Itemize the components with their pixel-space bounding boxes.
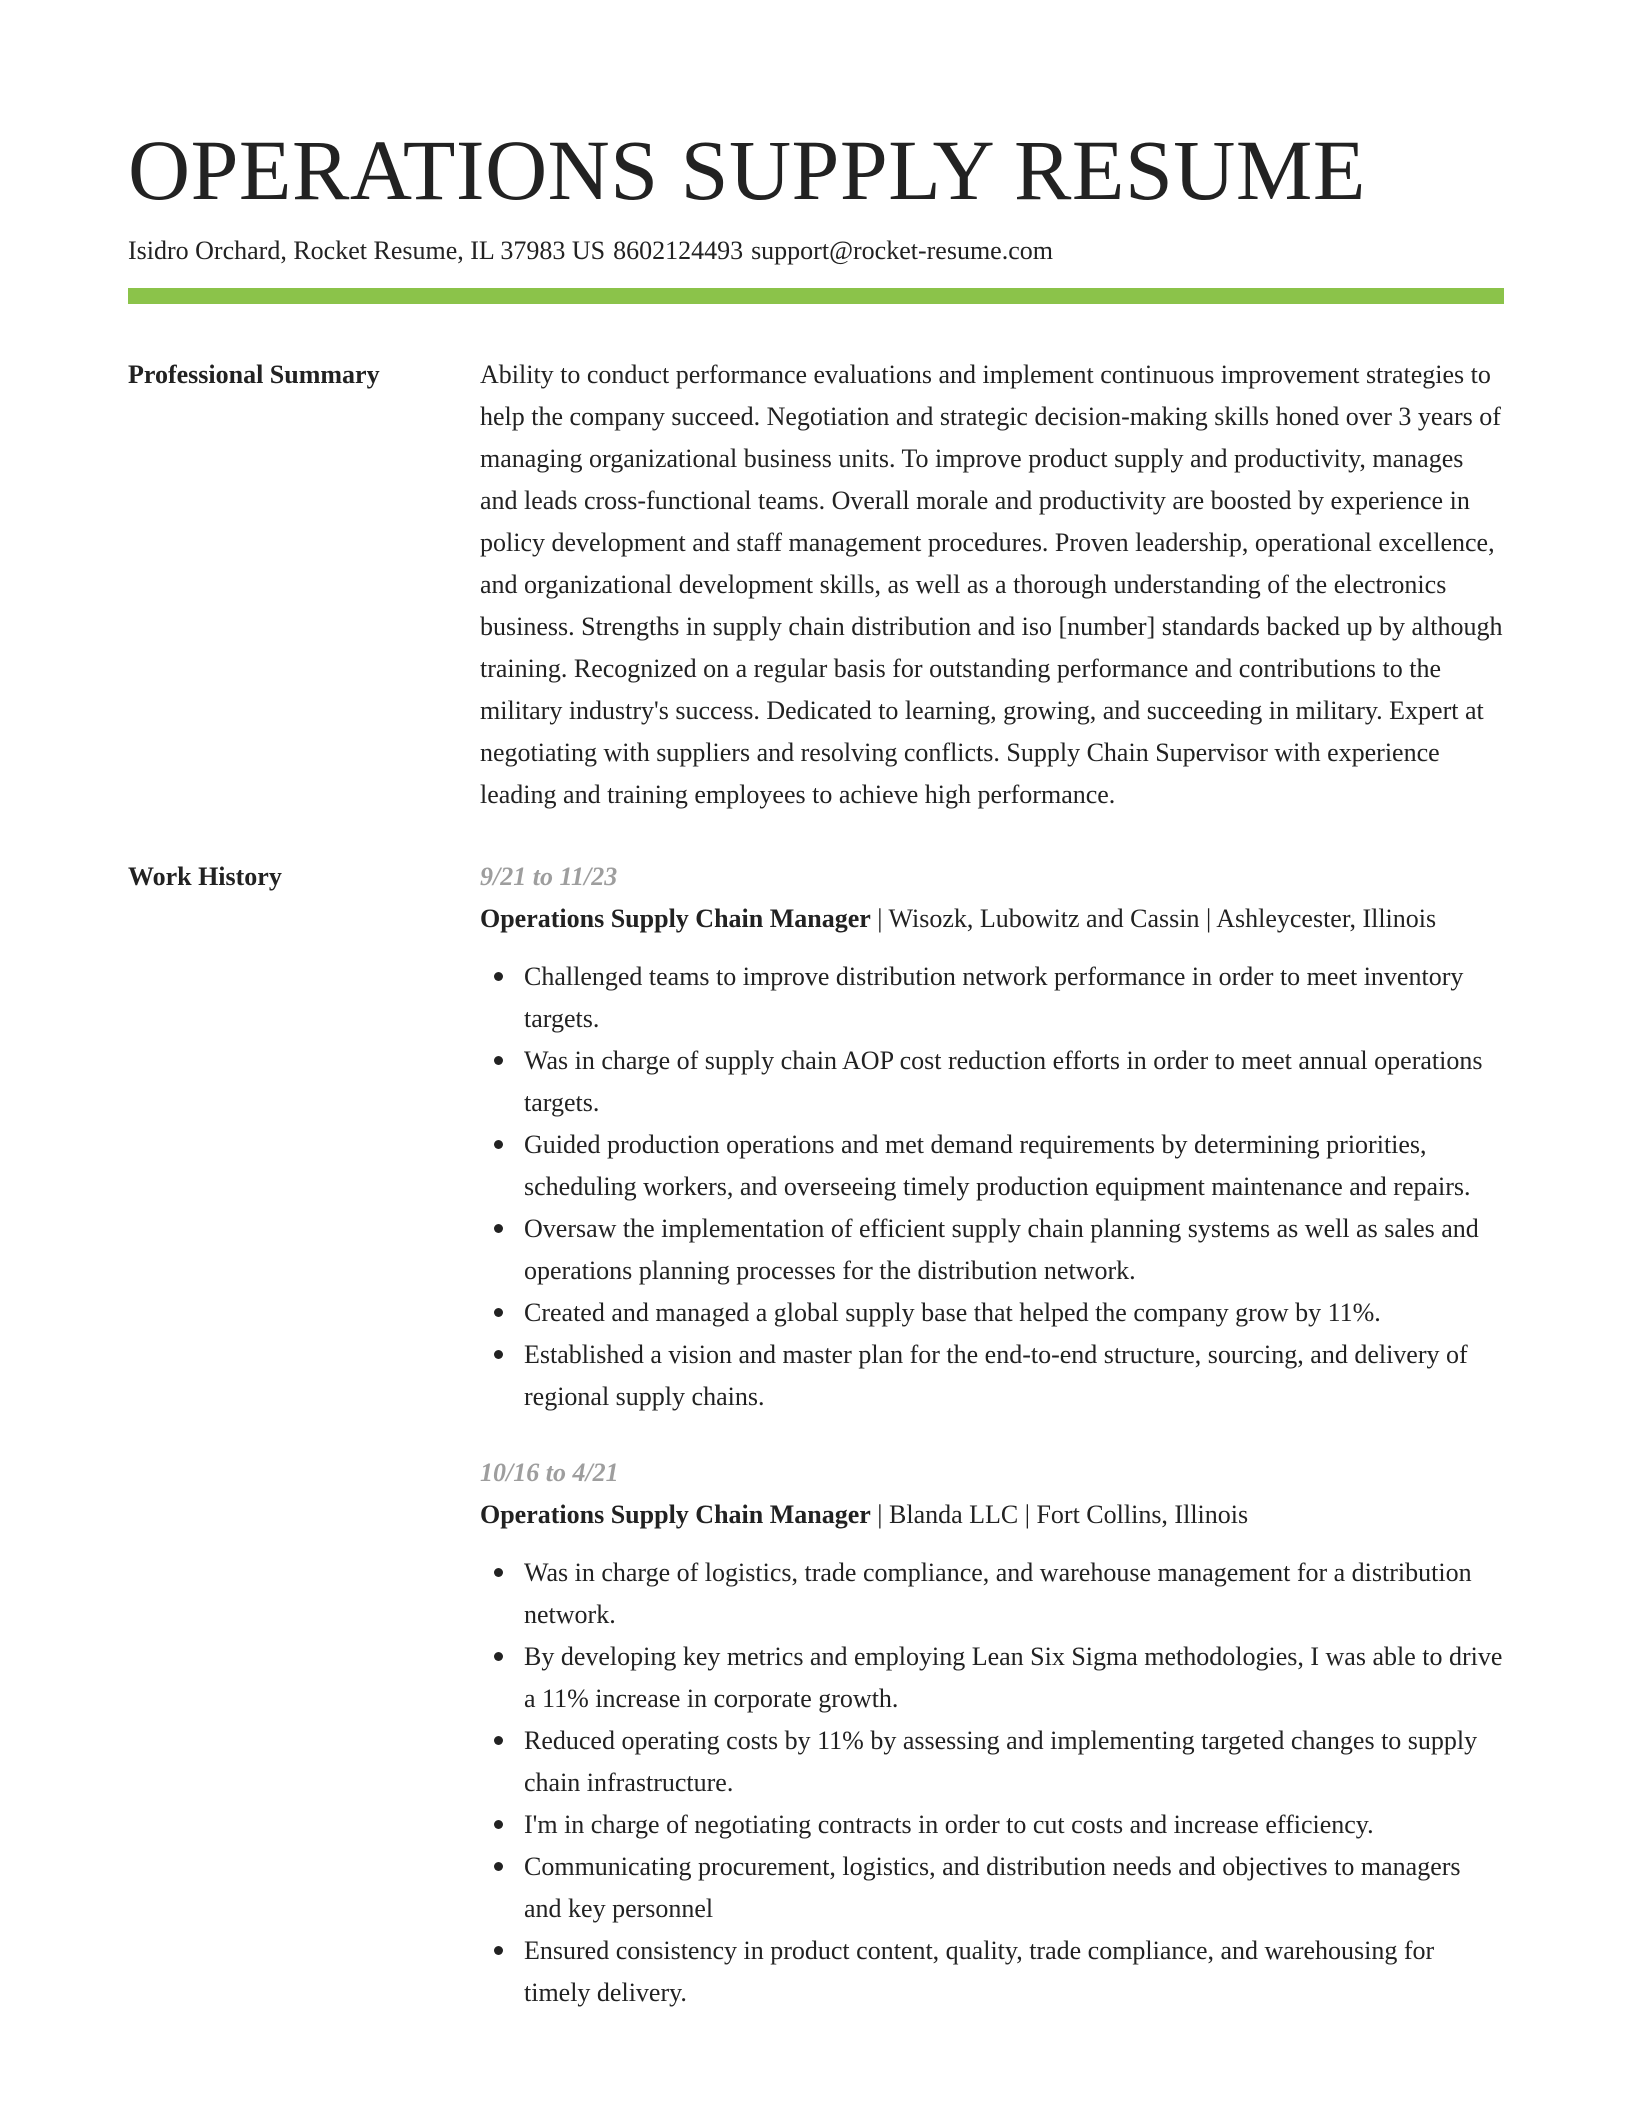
job-dates: 10/16 to 4/21 <box>480 1458 619 1487</box>
summary-body <box>480 354 1504 816</box>
job-bullet: Challenged teams to improve distribution network performance in order to meet inventory targets. <box>480 956 1504 1040</box>
contact-phone: 8602124493 <box>613 236 744 265</box>
header-divider <box>128 288 1504 304</box>
contact-line <box>128 234 1504 268</box>
job-bullet: I'm in charge of negotiating contracts in order to cut costs and increase efficiency. <box>480 1804 1504 1846</box>
job-employer-location: | Wisozk, Lubowitz and Cassin | Ashleycester, Illinois <box>870 904 1437 933</box>
resume-title: OPERATIONS SUPPLY RESUME <box>128 122 1366 218</box>
job-bullet: Was in charge of supply chain AOP cost reduction efforts in order to meet annual operations targets. <box>480 1040 1504 1124</box>
work-history-section <box>128 856 1504 2014</box>
job-bullet: Oversaw the implementation of efficient supply chain planning systems as well as sales and operations planning processes for the distribution network. <box>480 1208 1504 1292</box>
job-bullet: Communicating procurement, logistics, and distribution needs and objectives to managers and key personnel <box>480 1846 1504 1930</box>
job-bullet-list <box>480 956 1504 1418</box>
job-bullet: Created and managed a global supply base that helped the company grow by 11%. <box>480 1292 1504 1334</box>
job-bullet: Guided production operations and met demand requirements by determining priorities, scheduling workers, and overseeing timely production equipment maintenance and repairs. <box>480 1124 1504 1208</box>
job-bullet-list <box>480 1552 1504 2014</box>
job-bullet: Established a vision and master plan for the end-to-end structure, sourcing, and delivery of regional supply chains. <box>480 1334 1504 1418</box>
section-label-summary: Professional Summary <box>128 360 380 389</box>
professional-summary-section <box>128 354 1504 816</box>
job-entry <box>480 856 1504 1418</box>
work-history-body <box>480 856 1504 2014</box>
section-label-work: Work History <box>128 862 282 891</box>
job-employer-location: | Blanda LLC | Fort Collins, Illinois <box>870 1500 1249 1529</box>
job-bullet: By developing key metrics and employing Lean Six Sigma methodologies, I was able to drive a 11% increase in corporate growth. <box>480 1636 1504 1720</box>
job-dates: 9/21 to 11/23 <box>480 862 618 891</box>
contact-email: support@rocket-resume.com <box>751 236 1053 265</box>
job-title: Operations Supply Chain Manager <box>480 1500 871 1529</box>
job-bullet: Ensured consistency in product content, quality, trade compliance, and warehousing for timely delivery. <box>480 1930 1504 2014</box>
job-bullet: Reduced operating costs by 11% by assessing and implementing targeted changes to supply chain infrastructure. <box>480 1720 1504 1804</box>
summary-text: Ability to conduct performance evaluations and implement continuous improvement strategies to help the company succeed. Negotiation and strategic decision-making skills honed over 3 years of managing organizational business units. To improve product supply and productivity, manages and leads cross-functional teams. Overall morale and productivity are boosted by experience in policy development and staff management procedures. Proven leadership, operational excellence, and organizational development skills, as well as a thorough understanding of the electronics business. Strengths in supply chain distribution and iso [number] standards backed up by although training. Recognized on a regular basis for outstanding performance and contributions to the military industry's success. Dedicated to learning, growing, and succeeding in military. Expert at negotiating with suppliers and resolving conflicts. Supply Chain Supervisor with experience leading and training employees to achieve high performance. <box>480 360 1503 809</box>
contact-address: Isidro Orchard, Rocket Resume, IL 37983 US <box>128 236 606 265</box>
job-bullet: Was in charge of logistics, trade compliance, and warehouse management for a distribution network. <box>480 1552 1504 1636</box>
job-title: Operations Supply Chain Manager <box>480 904 871 933</box>
resume-page <box>128 0 1504 2014</box>
job-entry <box>480 1452 1504 2014</box>
job-heading <box>480 898 1504 940</box>
job-heading <box>480 1494 1504 1536</box>
